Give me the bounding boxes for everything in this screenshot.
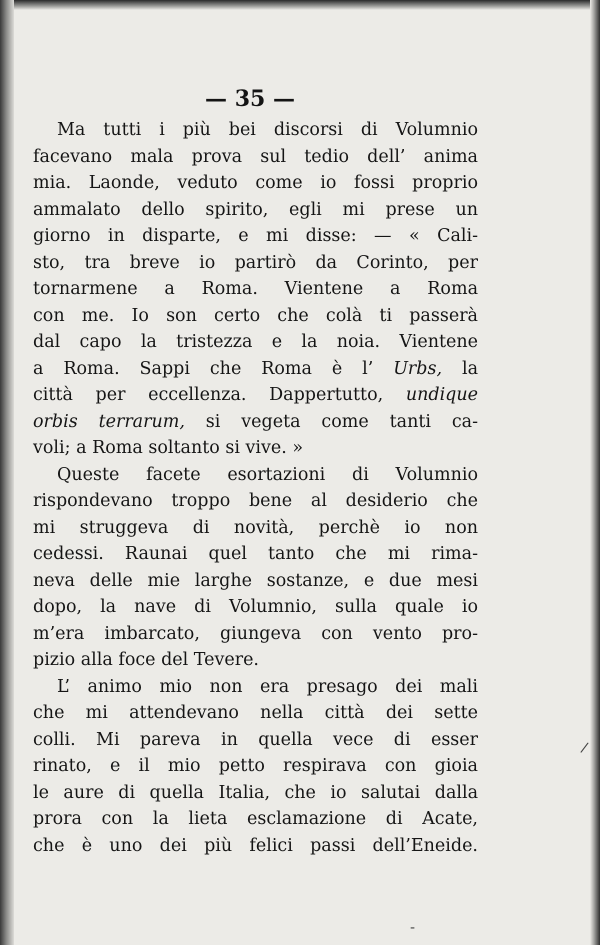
text-line [33,356,478,383]
text-line [33,117,478,144]
text-line [33,197,478,224]
text-segment: giorno in disparte, e mi disse: — « Cali- [33,226,478,246]
margin-mark: - [410,920,416,936]
text-line [33,674,478,701]
text-segment: m’era imbarcato, giungeva con vento pro- [33,623,478,644]
text-segment: dal capo la tristezza e la noia. Vientene [33,332,478,352]
text-line [33,647,478,674]
text-segment-after: si vegeta come tanti ca- [184,411,478,432]
text-line [33,541,478,568]
text-segment: Queste facete esortazioni di Volumnio [57,464,478,485]
text-segment: a Roma. Sappi che Roma è l’ [33,358,394,379]
page-spine-shadow [0,0,14,945]
italic-segment: undique [405,385,478,405]
text-segment: neva delle mie larghe sostanze, e due mesi [33,570,478,591]
text-segment: tornarmene a Roma. Vientene a Roma [33,279,478,299]
text-segment: cedessi. Raunai quel tanto che mi rima- [33,544,478,564]
text-line [33,409,478,436]
text-segment: Ma tutti i più bei discorsi di Volumnio [57,120,478,140]
text-line [33,727,478,754]
text-line [33,329,478,356]
text-segment: colli. Mi pareva in quella vece di esser [33,729,478,750]
text-segment: prora con la lieta esclamazione di Acate, [33,809,478,829]
text-line [33,223,478,250]
text-segment: L’ animo mio non era presago dei mali [57,676,478,697]
text-line [33,488,478,515]
text-line [33,250,478,277]
text-segment: città per eccellenza. Dappertutto, [33,385,406,405]
text-segment: con me. Io son certo che colà ti passerà [33,305,478,326]
text-segment: pizio alla foce del Tevere. [33,650,259,670]
text-segment: mia. Laonde, veduto come io fossi proprio [33,173,478,193]
text-segment-after: la [442,358,478,379]
text-segment: che mi attendevano nella città dei sette [33,703,478,723]
text-segment: voli; a Roma soltanto si vive. » [33,438,304,458]
text-line [33,806,478,833]
page-top-edge [0,0,600,10]
text-line [33,780,478,807]
text-line [33,753,478,780]
text-segment: le aure di quella Italia, che io salutai dalla [33,782,478,803]
page-right-edge [590,0,600,945]
italic-segment: Urbs, [393,358,443,379]
text-line [33,594,478,621]
margin-mark: / [579,739,590,757]
text-line [33,621,478,648]
text-segment: che è uno dei più felici passi dell’Eneide. [33,835,478,856]
text-segment: mi struggeva di novità, perchè io non [33,517,478,538]
page-number: — 35 — [205,86,295,112]
text-line [33,303,478,330]
text-segment: rinato, e il mio petto respirava con gioia [33,756,478,776]
text-line [33,382,478,409]
text-segment: rispondevano troppo bene al desiderio che [33,491,478,511]
text-line [33,435,478,462]
text-line [33,515,478,542]
text-line [33,144,478,171]
italic-segment: orbis terrarum, [33,411,185,432]
text-segment: sto, tra breve io partirò da Corinto, per [33,252,478,273]
text-segment: facevano mala prova sul tedio dell’ anima [33,146,478,167]
text-line [33,568,478,595]
text-line [33,462,478,489]
text-line [33,276,478,303]
text-line [33,700,478,727]
text-segment: dopo, la nave di Volumnio, sulla quale io [33,597,478,617]
text-segment: ammalato dello spirito, egli mi prese un [33,199,478,220]
text-line [33,170,478,197]
text-line [33,833,478,860]
body-text [33,117,478,859]
